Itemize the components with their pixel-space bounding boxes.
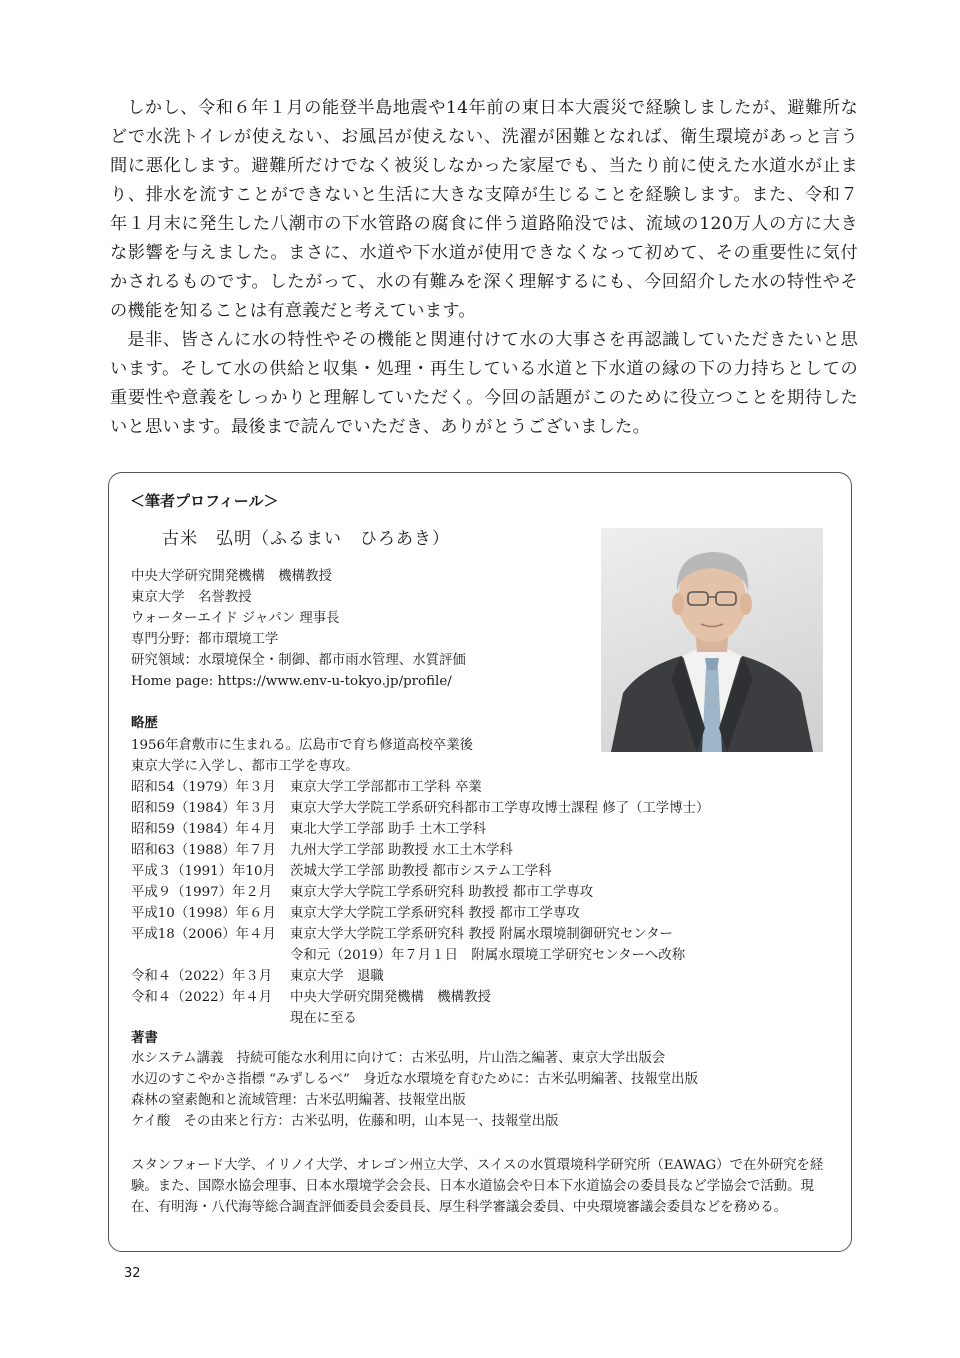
history-desc: 東京大学工学部都市工学科 卒業 [290, 780, 482, 795]
books-list: 水システム講義 持続可能な水利用に向けて：古米弘明，片山浩之編著、東京大学出版会 水辺のすこやかさ指標 “みずしるべ” 身近な水環境を育むために：古米弘明編著、技報堂出版 森林の窒素飽和と流域管理：古米弘明編著、技報堂出版 ケイ酸 その由来と行方：古米弘明，佐藤和明，山本晃一、技報堂出版 [131, 1051, 698, 1129]
history-date: 平成18（2006）年４月 [131, 927, 276, 942]
author-bio: スタンフォード大学、イリノイ大学、オレゴン州立大学、スイスの水質環境科学研究所（EAWAG）で在外研究を経験。また、国際水協会理事、日本水環境学会会長、日本水道協会や日本下水道協会の委員長など学協会で活動。現在、有明海・八代海等総合調査評価委員会委員長、厚生科学審議会委員、中央環境審議会委員などを務める。 [131, 1158, 824, 1215]
author-name: 古米 弘明（ふるまい ひろあき） [162, 529, 450, 549]
history-date: 平成９（1997）年２月 [131, 885, 273, 900]
history-desc: 中央大学研究開発機構 機構教授 [290, 990, 491, 1005]
history-date: 昭和59（1984）年４月 [131, 822, 276, 837]
main-body-text [110, 94, 858, 442]
history-date: 平成10（1998）年６月 [131, 906, 276, 921]
history-desc: 現在に至る [290, 1011, 357, 1026]
books-heading: 著書 [131, 1031, 158, 1046]
history-desc: 東京大学大学院工学系研究科 助教授 都市工学専攻 [290, 885, 594, 900]
history-date: 昭和63（1988）年７月 [131, 843, 276, 858]
history-desc: 令和元（2019）年７月１日 附属水環境工学研究センターへ改称 [290, 948, 686, 963]
paragraph-1: しかし、令和６年１月の能登半島地震や14年前の東日本大震災で経験しましたが、避難所などで水洗トイレが使えない、お風呂が使えない、洗濯が困難となれば、衛生環境があっと言う間に悪化します。避難所だけでなく被災しなかった家屋でも、当たり前に使えた水道水が止まり、排水を流すことができないと生活に大きな支障が生じることを経験します。また、令和７年１月末に発生した八潮市の下水管路の腐食に伴う道路陥没では、流域の120万人の方に大きな影響を与えました。まさに、水道や下水道が使用できなくなって初めて、その重要性に気付かされるものです。したがって、水の有難みを深く理解するにも、今回紹介した水の特性やその機能を知ることは有意義だと考えています。 [110, 98, 858, 321]
history-intro: 1956年倉敷市に生まれる。広島市で育ち修道高校卒業後 東京大学に入学し、都市工学を専攻。 [131, 738, 474, 774]
page-number: 32 [124, 1266, 141, 1281]
history-date: 平成３（1991）年10月 [131, 864, 276, 879]
paragraph-2: 是非、皆さんに水の特性やその機能と関連付けて水の大事さを再認識していただきたいと思います。そして水の供給と収集・処理・再生している水道と下水道の縁の下の力持ちとしての重要性や意義をしっかりと理解していただく。今回の話題がこのために役立つことを期待したいと思います。最後まで読んでいただき、ありがとうございました。 [110, 330, 858, 437]
history-date: 令和４（2022）年３月 [131, 969, 273, 984]
history-date: 昭和59（1984）年３月 [131, 801, 276, 816]
history-heading: 略歴 [131, 716, 158, 731]
history-desc: 東京大学 退職 [290, 969, 384, 984]
author-portrait-illustration [601, 528, 823, 752]
history-desc: 東京大学大学院工学系研究科 教授 都市工学専攻 [290, 906, 580, 921]
history-desc: 茨城大学工学部 助教授 都市システム工学科 [290, 864, 552, 879]
history-desc: 東北大学工学部 助手 土木工学科 [290, 822, 486, 837]
author-photo [601, 528, 823, 752]
history-date: 昭和54（1979）年３月 [131, 780, 276, 795]
history-date: 令和４（2022）年４月 [131, 990, 273, 1005]
affiliations: 中央大学研究開発機構 機構教授 東京大学 名誉教授 ウォーターエイド ジャパン 理事長 専門分野：都市環境工学 研究領域：水環境保全・制御、都市雨水管理、水質評価 Home page: https://www.env-u-tokyo.jp/profile/ [131, 569, 466, 689]
history-desc: 東京大学大学院工学系研究科 教授 附属水環境制御研究センター [290, 927, 673, 942]
profile-heading: ＜筆者プロフィール＞ [130, 492, 279, 510]
history-desc: 九州大学工学部 助教授 水工土木学科 [290, 843, 513, 858]
history-desc: 東京大学大学院工学系研究科都市工学専攻博士課程 修了（工学博士） [290, 801, 710, 816]
